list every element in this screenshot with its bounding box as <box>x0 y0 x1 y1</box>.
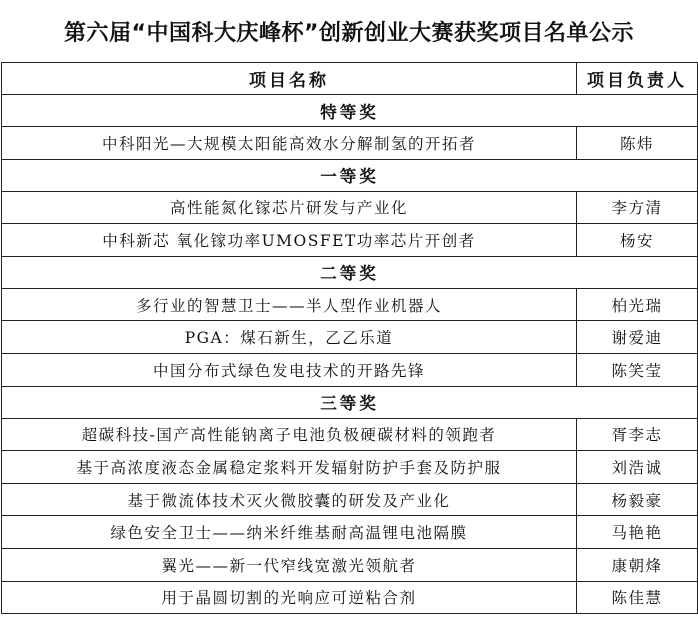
table-row <box>2 288 698 321</box>
table-header-row <box>2 63 698 95</box>
project-name-cell: 中科新芯 氧化镓功率UMOSFET功率芯片开创者 <box>2 224 577 257</box>
section-title: 一等奖 <box>2 159 698 191</box>
table-row <box>2 483 698 516</box>
header-project-leader: 项目负责人 <box>577 63 698 95</box>
project-name-cell: 绿色安全卫士——纳米纤维基耐高温锂电池隔膜 <box>2 516 577 549</box>
project-leader-cell: 马艳艳 <box>577 516 698 549</box>
header-project-name: 项目名称 <box>2 63 577 95</box>
table-row <box>2 321 698 354</box>
table-row <box>2 418 698 451</box>
table-row <box>2 451 698 484</box>
award-table <box>1 62 698 614</box>
table-row <box>2 516 698 549</box>
award-table-body <box>2 63 698 614</box>
table-row <box>2 353 698 386</box>
table-row <box>2 191 698 224</box>
section-title: 二等奖 <box>2 256 698 288</box>
section-row <box>2 386 698 418</box>
project-name-cell: 中国分布式绿色发电技术的开路先锋 <box>2 353 577 386</box>
table-row <box>2 224 698 257</box>
section-title: 特等奖 <box>2 95 698 127</box>
project-name-cell: PGA：煤石新生，乙乙乐道 <box>2 321 577 354</box>
project-leader-cell: 谢爱迪 <box>577 321 698 354</box>
project-name-cell: 超碳科技-国产高性能钠离子电池负极硬碳材料的领跑者 <box>2 418 577 451</box>
project-name-cell: 基于高浓度液态金属稳定浆料开发辐射防护手套及防护服 <box>2 451 577 484</box>
section-row <box>2 159 698 191</box>
table-row <box>2 548 698 581</box>
project-name-cell: 中科阳光—大规模太阳能高效水分解制氢的开拓者 <box>2 127 577 160</box>
section-row <box>2 95 698 127</box>
project-leader-cell: 杨安 <box>577 224 698 257</box>
section-title: 三等奖 <box>2 386 698 418</box>
section-row <box>2 256 698 288</box>
project-name-cell: 翼光——新一代窄线宽激光领航者 <box>2 548 577 581</box>
table-row <box>2 581 698 614</box>
project-leader-cell: 陈炜 <box>577 127 698 160</box>
project-leader-cell: 李方清 <box>577 191 698 224</box>
project-leader-cell: 刘浩诚 <box>577 451 698 484</box>
project-leader-cell: 胥李志 <box>577 418 698 451</box>
project-leader-cell: 柏光瑞 <box>577 288 698 321</box>
project-leader-cell: 杨毅豪 <box>577 483 698 516</box>
project-name-cell: 用于晶圆切割的光响应可逆粘合剂 <box>2 581 577 614</box>
project-name-cell: 多行业的智慧卫士——半人型作业机器人 <box>2 288 577 321</box>
page-title: 第六届“中国科大庆峰杯”创新创业大赛获奖项目名单公示 <box>64 20 634 46</box>
project-leader-cell: 陈笑莹 <box>577 353 698 386</box>
project-leader-cell: 陈佳慧 <box>577 581 698 614</box>
table-row <box>2 127 698 160</box>
project-name-cell: 高性能氮化镓芯片研发与产业化 <box>2 191 577 224</box>
project-name-cell: 基于微流体技术灭火微胶囊的研发及产业化 <box>2 483 577 516</box>
project-leader-cell: 康朝烽 <box>577 548 698 581</box>
